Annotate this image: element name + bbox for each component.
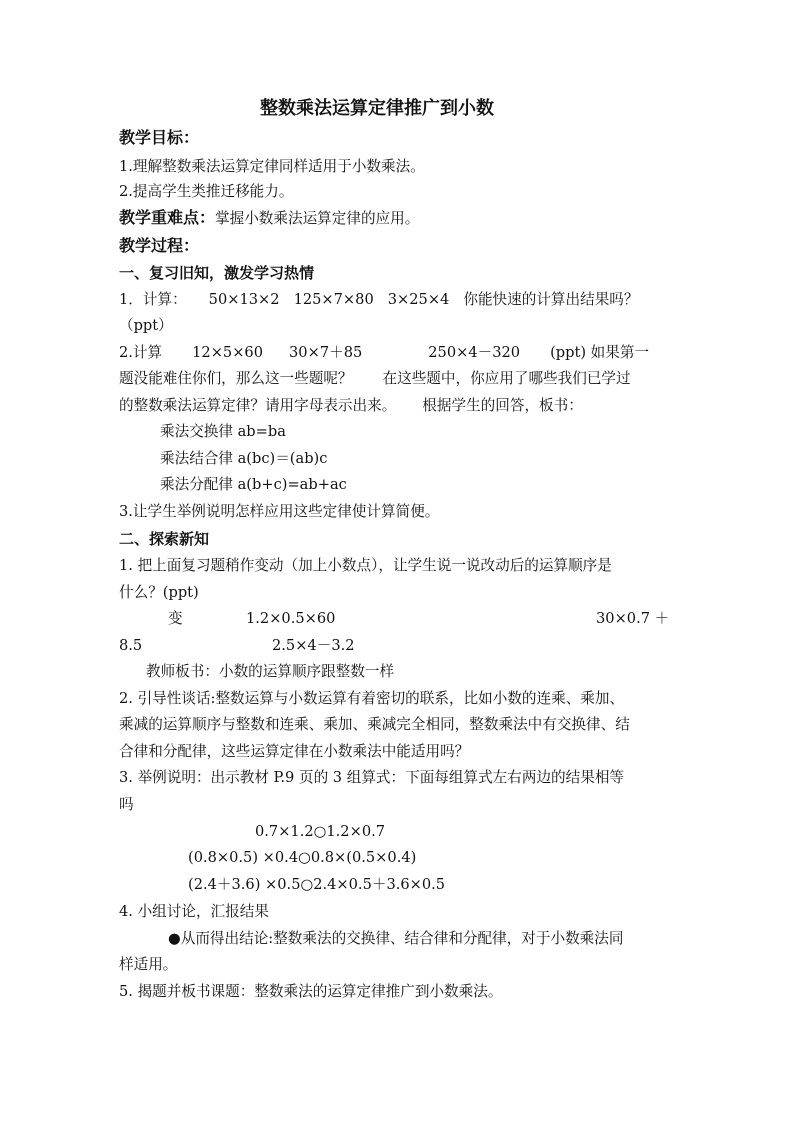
explore-item-1-cont: 什么？(ppt) (119, 584, 199, 601)
keypoint-label: 教学重难点： (119, 208, 216, 227)
q2-label: 2.计算 (119, 344, 163, 361)
equation-row: (0.8×0.5) ×0.4○0.8×(0.5×0.4) (188, 849, 417, 866)
q2-expr: 12×5×60 (192, 344, 264, 361)
changed-expr: 2.5×4－3.2 (272, 637, 355, 654)
law-commutative: 乘法交换律 ab=ba (160, 423, 286, 440)
page-title: 整数乘法运算定律推广到小数 (260, 98, 494, 119)
explore-item-3-cont: 吗 (119, 796, 134, 813)
process-heading: 教学过程： (119, 236, 200, 255)
q1-question: 你能快速的计算出结果吗？ (463, 291, 639, 308)
changed-expr: 1.2×0.5×60 (246, 610, 336, 627)
explore-item-4: 4. 小组讨论，汇报结果 (119, 903, 269, 920)
changed-expr: 30×0.7 ＋ (596, 610, 670, 627)
objective-item: 1.理解整数乘法运算定律同样适用于小数乘法。 (119, 158, 425, 175)
objective-item: 2.提高学生类推迁移能力。 (119, 183, 294, 200)
equation-row: 0.7×1.2○1.2×0.7 (255, 823, 386, 840)
review-question-1 (119, 290, 638, 310)
q1-expr: 50×13×2 (208, 291, 280, 308)
review-question-3: 3.让学生举例说明怎样应用这些定律使计算简便。 (119, 503, 440, 520)
q1-label: 1．计算： (119, 291, 187, 308)
review-question-2 (119, 343, 649, 363)
q2-text: 在这些题中，你应用了哪些我们已学过 (382, 370, 631, 387)
change-label: 变 (168, 610, 183, 627)
teacher-board-note: 教师板书：小数的运算顺序跟整数一样 (146, 663, 395, 680)
explore-item-5: 5. 揭题并板书课题：整数乘法的运算定律推广到小数乘法。 (119, 983, 503, 1000)
equation-row: (2.4＋3.6) ×0.5○2.4×0.5＋3.6×0.5 (188, 876, 446, 893)
explore-item-2: 2. 引导性谈话:整数运算与小数运算有着密切的联系，比如小数的连乘、乘加、 (119, 690, 625, 707)
q2-text: 的整数乘法运算定律？请用字母表示出来。 (119, 397, 397, 414)
law-distributive: 乘法分配律 a(b+c)=ab+ac (160, 476, 347, 493)
q2-tail: (ppt) 如果第一 (550, 344, 650, 361)
section-heading: 二、探索新知 (119, 530, 210, 548)
q2-line-2 (119, 369, 631, 389)
q1-ppt-note: （ppt） (119, 317, 173, 334)
q2-text: 题没能难住你们，那么这一些题呢？ (119, 370, 353, 387)
q1-expr: 3×25×4 (387, 291, 450, 308)
law-associative: 乘法结合律 a(bc)＝(ab)c (160, 450, 328, 467)
changed-expr-cont: 8.5 (119, 637, 143, 654)
conclusion-bullet: ●从而得出结论:整数乘法的交换律、结合律和分配律，对于小数乘法同 (168, 930, 624, 947)
keypoint-line (119, 208, 419, 229)
q2-expr: 250×4－320 (428, 344, 521, 361)
explore-item-2-cont: 合律和分配律，这些运算定律在小数乘法中能适用吗？ (119, 743, 470, 760)
section-heading: 一、复习旧知，激发学习热情 (119, 264, 315, 282)
q2-line-3 (119, 396, 583, 416)
explore-item-2-cont: 乘减的运算顺序与整数和连乘、乘加、乘减完全相同，整数乘法中有交换律、结 (119, 716, 630, 733)
q2-expr: 30×7＋85 (289, 344, 363, 361)
q2-text: 根据学生的回答，板书： (422, 397, 583, 414)
keypoint-text: 掌握小数乘法运算定律的应用。 (215, 210, 420, 227)
objectives-heading: 教学目标： (119, 128, 200, 147)
explore-item-1: 1. 把上面复习题稍作变动（加上小数点），让学生说一说改动后的运算顺序是 (119, 557, 612, 574)
explore-item-3: 3. 举例说明：出示教材 P.9 页的 3 组算式：下面每组算式左右两边的结果相等 (119, 769, 625, 786)
q1-expr: 125×7×80 (293, 291, 374, 308)
conclusion-cont: 样适用。 (119, 956, 178, 973)
